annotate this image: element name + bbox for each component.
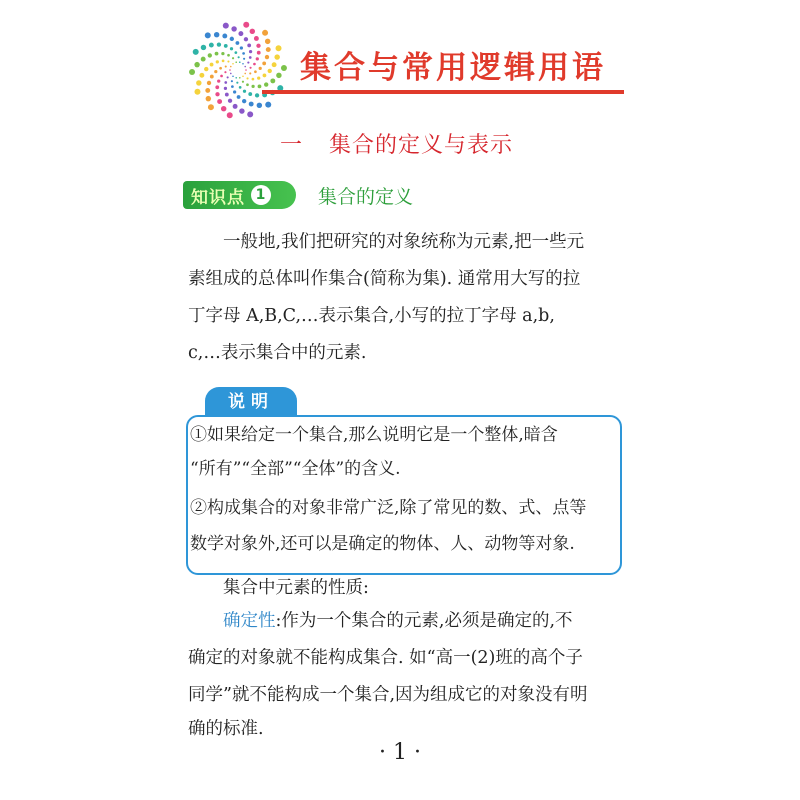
knowledge-point-label: 知识点 <box>191 187 245 208</box>
definiteness-line-1 <box>188 603 573 640</box>
note-label: 说明 <box>205 387 297 417</box>
knowledge-point-badge <box>183 181 296 209</box>
spiral-dot <box>259 67 262 70</box>
spiral-dot <box>249 72 251 74</box>
spiral-dot <box>253 63 256 66</box>
spiral-dot <box>189 69 195 75</box>
spiral-dot <box>249 67 251 69</box>
spiral-dot <box>250 29 255 34</box>
spiral-dot <box>276 73 281 78</box>
spiral-dot <box>268 69 272 73</box>
spiral-dot <box>266 47 271 52</box>
spiral-dot <box>244 37 248 41</box>
spiral-dot <box>220 75 223 78</box>
properties-heading: 集合中元素的性质: <box>188 578 369 598</box>
spiral-dot <box>247 61 249 63</box>
spiral-dot <box>233 104 238 109</box>
spiral-dot <box>240 46 243 49</box>
spiral-dot <box>238 31 243 36</box>
spiral-dot <box>217 79 220 82</box>
spiral-dot <box>246 83 249 86</box>
spiral-dot <box>242 99 246 103</box>
spiral-dot <box>223 23 229 29</box>
spiral-dot <box>230 37 234 41</box>
page-number: · 1 · <box>379 740 421 765</box>
spiral-dot <box>205 88 210 93</box>
spiral-dot <box>265 102 271 108</box>
spiral-dot <box>217 42 221 46</box>
spiral-dot <box>210 75 214 79</box>
spiral-dot <box>239 61 241 63</box>
spiral-logo-icon <box>188 20 288 120</box>
spiral-dot <box>262 30 268 36</box>
spiral-dot <box>225 65 227 67</box>
spiral-dot <box>245 69 247 71</box>
spiral-dot <box>249 56 252 59</box>
spiral-dot <box>230 73 232 75</box>
definiteness-line-4: 确的标准. <box>188 719 264 739</box>
spiral-dot <box>276 45 282 51</box>
intro-line-1: 一般地,我们把研究的对象统称为元素,把一些元 <box>188 232 585 252</box>
spiral-dot <box>227 112 233 118</box>
spiral-dot <box>224 81 227 84</box>
spiral-dot <box>231 80 233 82</box>
spiral-dot <box>224 71 226 73</box>
spiral-dot <box>217 99 222 104</box>
spiral-dot <box>230 66 232 68</box>
spiral-dot <box>208 53 212 57</box>
note-line-2: “所有”“全部”“全体”的含义. <box>190 459 401 479</box>
spiral-dot <box>206 96 211 101</box>
spiral-dot <box>236 82 238 84</box>
spiral-dot <box>249 50 252 53</box>
spiral-dot <box>242 63 244 65</box>
section-number: 一 <box>280 133 304 158</box>
spiral-dot <box>193 49 199 55</box>
spiral-dot <box>265 55 269 59</box>
spiral-dot <box>227 60 229 62</box>
spiral-dot <box>231 85 234 88</box>
definiteness-label: 确定性 <box>223 611 276 631</box>
spiral-dot <box>224 44 228 48</box>
spiral-dot <box>246 77 248 79</box>
spiral-dot <box>263 74 267 78</box>
spiral-dot <box>251 85 254 88</box>
spiral-dot <box>270 78 275 83</box>
spiral-dot <box>225 93 229 97</box>
spiral-dot <box>243 58 245 60</box>
spiral-dot <box>231 26 236 31</box>
spiral-dot <box>239 77 241 79</box>
spiral-dot <box>252 78 255 81</box>
spiral-dot <box>254 70 257 73</box>
spiral-dot <box>216 60 219 63</box>
spiral-dot <box>232 63 234 65</box>
spiral-dot <box>201 57 206 62</box>
spiral-dot <box>274 54 279 59</box>
spiral-dot <box>242 52 245 55</box>
spiral-dot <box>247 44 251 48</box>
spiral-dot <box>209 43 214 48</box>
spiral-dot <box>257 51 261 55</box>
spiral-dot <box>228 99 232 103</box>
spiral-dot <box>221 106 226 111</box>
spiral-dot <box>207 81 211 85</box>
spiral-dot <box>205 32 211 38</box>
spiral-dot <box>222 60 225 63</box>
spiral-dot <box>199 73 204 78</box>
intro-line-4: c,…表示集合中的元素. <box>188 343 367 363</box>
spiral-dot <box>221 52 224 55</box>
spiral-dot <box>242 75 244 77</box>
intro-line-3: 丁字母 A,B,C,…表示集合,小写的拉丁字母 a,b, <box>188 306 555 326</box>
spiral-dot <box>237 95 241 99</box>
spiral-dot <box>243 22 249 28</box>
spiral-dot <box>254 36 259 41</box>
section-title <box>280 128 513 159</box>
section-name: 集合的定义与表示 <box>329 133 514 158</box>
spiral-dot <box>255 93 259 97</box>
title-divider <box>262 90 624 94</box>
spiral-dot <box>281 65 287 71</box>
spiral-dot <box>249 102 254 107</box>
definiteness-line-2: 确定的对象就不能构成集合. 如“高一(2)班的高个子 <box>188 648 583 668</box>
spiral-dot <box>194 89 200 95</box>
spiral-dot <box>215 92 219 96</box>
spiral-dot <box>239 108 244 113</box>
spiral-dot <box>222 34 227 39</box>
note-line-1: ①如果给定一个集合,那么说明它是一个整体,暗含 <box>190 425 558 445</box>
spiral-dot <box>196 80 201 85</box>
intro-line-2: 素组成的总体叫作集合(简称为集). 通常用大写的拉 <box>188 269 581 289</box>
chapter-title: 集合与常用逻辑用语 <box>300 50 606 86</box>
spiral-dot <box>232 75 234 77</box>
definiteness-text-1: :作为一个集合的元素,必须是确定的,不 <box>275 611 573 631</box>
spiral-dot <box>236 41 240 45</box>
spiral-dot <box>232 57 234 59</box>
spiral-dot <box>262 62 266 66</box>
spiral-dot <box>257 103 262 108</box>
spiral-dot <box>258 84 262 88</box>
spiral-dot <box>265 39 270 44</box>
spiral-dot <box>233 90 236 93</box>
spiral-dot <box>264 82 268 86</box>
note-line-3: ②构成集合的对象非常广泛,除了常见的数、式、点等 <box>190 498 587 518</box>
spiral-dot <box>204 67 208 71</box>
spiral-dot <box>235 77 237 79</box>
spiral-dot <box>244 66 246 68</box>
spiral-dot <box>256 57 259 60</box>
spiral-dot <box>208 104 214 110</box>
spiral-dot <box>194 62 199 67</box>
spiral-dot <box>257 77 260 80</box>
spiral-dot <box>229 69 231 71</box>
spiral-dot <box>248 92 252 96</box>
spiral-dot <box>210 63 214 67</box>
spiral-dot <box>201 45 206 50</box>
spiral-dot <box>230 47 233 50</box>
knowledge-point-title: 集合的定义 <box>318 186 414 208</box>
spiral-dot <box>234 51 237 54</box>
spiral-dot <box>215 52 219 56</box>
spiral-dot <box>227 76 229 78</box>
spiral-dot <box>247 111 253 117</box>
spiral-dot <box>214 70 217 73</box>
spiral-dot <box>239 86 242 89</box>
spiral-dot <box>244 73 246 75</box>
spiral-dot <box>214 32 219 37</box>
spiral-dot <box>224 87 227 90</box>
spiral-dot <box>272 62 277 67</box>
definiteness-line-3: 同学”就不能构成一个集合,因为组成它的对象没有明 <box>188 685 588 705</box>
note-line-4: 数学对象外,还可以是确定的物体、人、动物等对象. <box>190 534 575 554</box>
spiral-dot <box>243 90 246 93</box>
spiral-dot <box>227 54 230 57</box>
spiral-dot <box>215 85 219 89</box>
spiral-dot <box>242 81 244 83</box>
spiral-dot <box>238 56 240 58</box>
spiral-dot <box>235 61 237 63</box>
spiral-dot <box>256 44 260 48</box>
spiral-dot <box>219 67 222 70</box>
knowledge-point-number: 1 <box>251 185 271 205</box>
